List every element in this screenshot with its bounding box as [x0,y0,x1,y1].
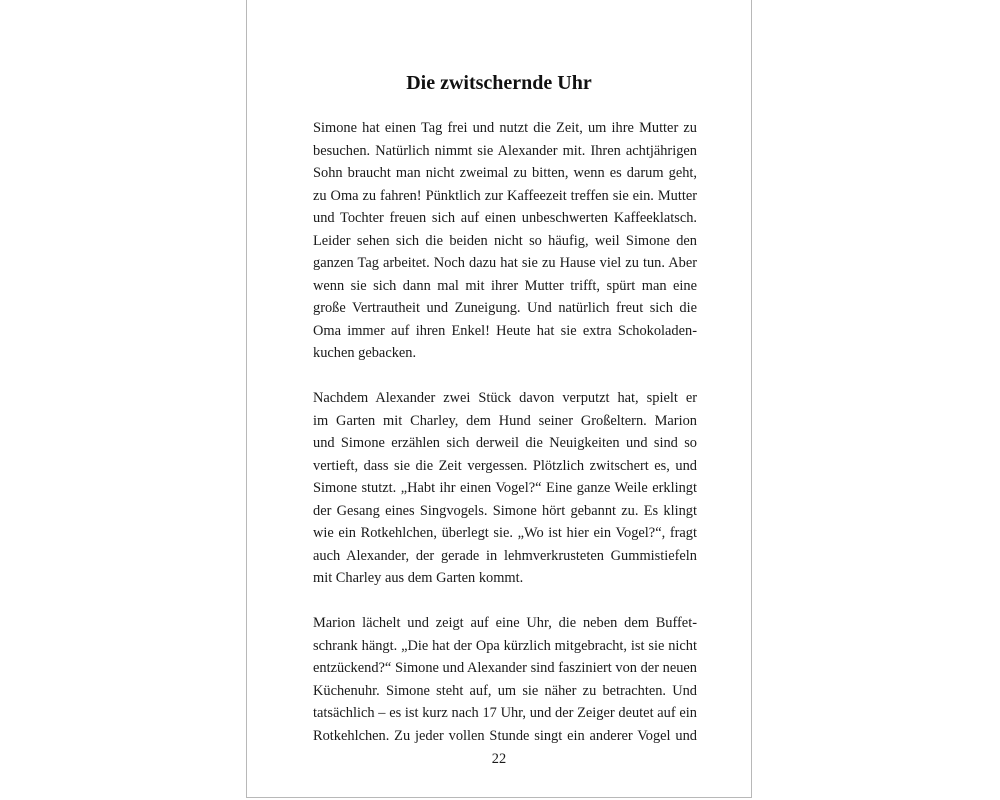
text-line: und Tochter freuen sich auf einen unbeschwerten Kaffeeklatsch. [313,210,697,226]
text-line: und Simone erzählen sich derweil die Neuigkeiten und sind so [313,435,697,451]
text-line: Simone hat einen Tag frei und nutzt die Zeit, um ihre Mutter zu [313,120,697,136]
text-line: zu Oma zu fahren! Pünktlich zur Kaffeezeit treffen sie ein. Mutter [313,187,697,204]
text-line: der Gesang eines Singvogels. Simone hört gebannt zu. Es klingt [313,502,697,519]
body-text [313,117,697,770]
chapter-title: Die zwitschernde Uhr [406,72,592,94]
text-line: Nachdem Alexander zwei Stück davon verputzt hat, spielt er [313,390,697,406]
text-line: wenn sie sich dann mal mit ihrer Mutter trifft, spürt man eine [313,277,697,294]
text-line: Simone stutzt. „Habt ihr einen Vogel?“ Eine ganze Weile erklingt [313,480,697,496]
text-line: auch Alexander, der gerade in lehmverkrusteten Gummistiefeln [313,547,697,564]
text-line: Leider sehen sich die beiden nicht so häufig, weil Simone den [313,232,697,249]
text-line: Küchenuhr. Simone steht auf, um sie näher zu betrachten. Und [313,682,697,699]
text-line: Sohn braucht man nicht zweimal zu bitten, wenn es darum geht, [313,165,697,181]
text-line: schrank hängt. „Die hat der Opa kürzlich mitgebracht, ist sie nicht [313,637,697,654]
page-number: 22 [491,751,507,767]
text-line: tatsächlich – es ist kurz nach 17 Uhr, und der Zeiger deutet auf ein [313,705,697,721]
text-line: große Vertrautheit und Zuneigung. Und natürlich freut sich die [313,300,697,316]
text-line: kuchen gebacken. [313,345,417,361]
text-line: entzückend?“ Simone und Alexander sind fasziniert von der neuen [313,660,697,676]
text-line: ganzen Tag arbeitet. Noch dazu hat sie zu Hause viel zu tun. Aber [313,255,697,271]
text-line: wie ein Rotkehlchen, überlegt sie. „Wo ist hier ein Vogel?“, fragt [313,525,697,541]
book-page [246,0,752,798]
paragraph-1 [313,117,697,365]
text-line: Rotkehlchen. Zu jeder vollen Stunde singt ein anderer Vogel und [313,727,697,744]
text-line: besuchen. Natürlich nimmt sie Alexander mit. Ihren achtjährigen [313,142,697,159]
paragraph-3 [313,612,697,747]
text-line: im Garten mit Charley, dem Hund seiner Großeltern. Marion [313,412,697,429]
text-line: Oma immer auf ihren Enkel! Heute hat sie extra Schokoladen- [313,322,697,339]
paragraph-2 [313,387,697,590]
text-line: vertieft, dass sie die Zeit vergessen. Plötzlich zwitschert es, und [313,457,697,474]
text-line: mit Charley aus dem Garten kommt. [313,570,524,586]
text-line: Marion lächelt und zeigt auf eine Uhr, die neben dem Buffet- [313,615,697,631]
